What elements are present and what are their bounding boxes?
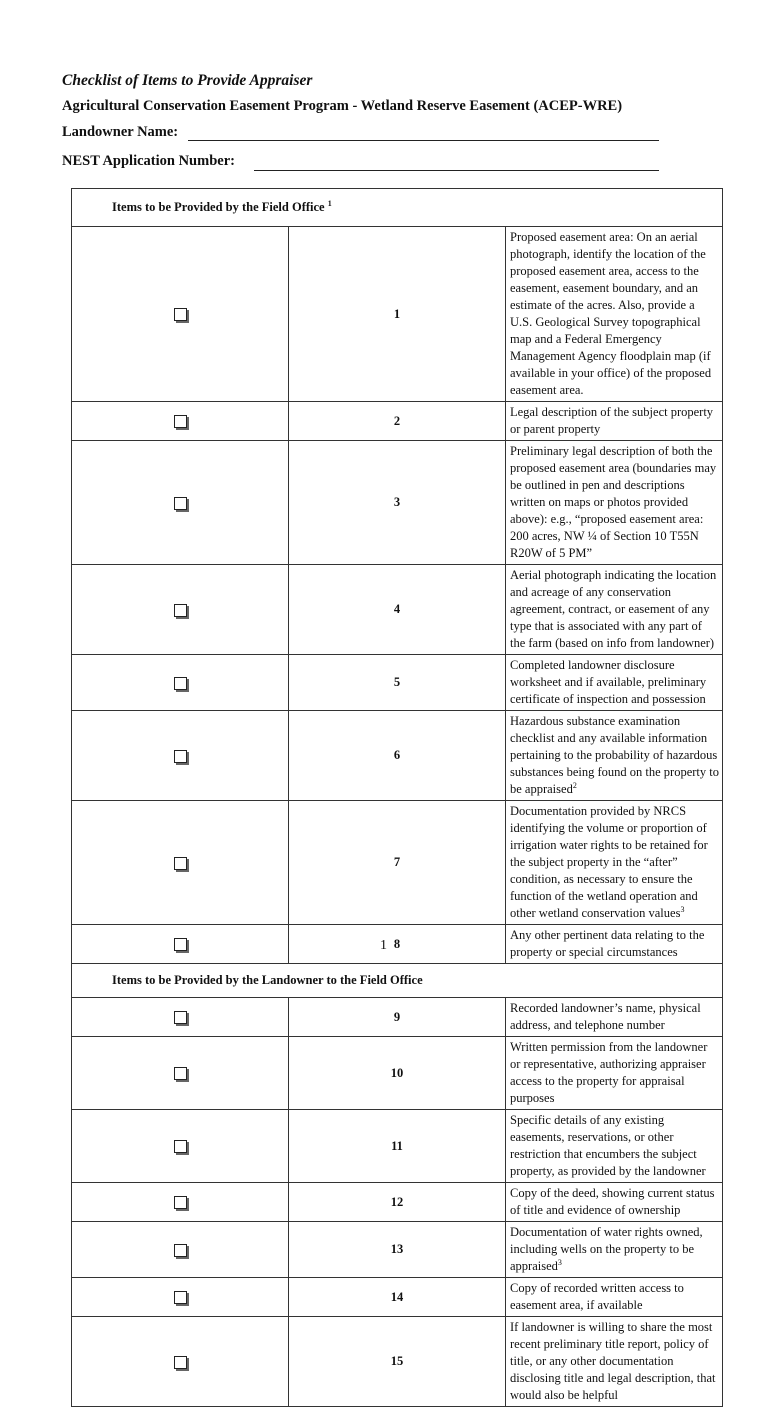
checkbox-cell [72, 711, 289, 801]
checkbox-cell [72, 1183, 289, 1222]
item-description-cell [506, 655, 723, 711]
item-description-cell [506, 711, 723, 801]
item-number: 4 [289, 565, 506, 655]
item-description: Recorded landowner’s name, physical address, and telephone number [510, 1001, 701, 1032]
item-number: 11 [289, 1110, 506, 1183]
item-description-cell [506, 402, 723, 441]
section-header [72, 189, 723, 227]
checkbox[interactable] [174, 750, 187, 763]
checkbox-cell [72, 1317, 289, 1407]
item-number: 7 [289, 801, 506, 925]
item-description: If landowner is willing to share the most recent preliminary title report, policy of title, or any other documentation disclosing title and legal description, that would also be helpful [510, 1320, 716, 1402]
item-number: 3 [289, 441, 506, 565]
page-subtitle: Agricultural Conservation Easement Program - Wetland Reserve Easement (ACEP-WRE) [62, 98, 623, 114]
checklist-row [72, 711, 723, 801]
item-description: Documentation of water rights owned, including wells on the property to be appraised [510, 1225, 703, 1273]
item-description: Preliminary legal description of both the proposed easement area (boundaries may be outlined in pen and descriptions written on maps or photos provided above): e.g., “proposed easement area: 200 acres, NW ¼ of Section 10 T55N R20W of 5 PM” [510, 444, 717, 560]
item-description-cell [506, 1222, 723, 1278]
checkbox-cell [72, 1222, 289, 1278]
item-number: 15 [289, 1317, 506, 1407]
item-description-cell [506, 998, 723, 1037]
section-header-text: Items to be Provided by the Field Office [112, 200, 325, 214]
page-title: Checklist of Items to Provide Appraiser [62, 72, 313, 89]
landowner-name-field[interactable] [188, 140, 659, 141]
item-description-cell [506, 1317, 723, 1407]
item-description-cell [506, 1278, 723, 1317]
checklist-row [72, 1317, 723, 1407]
footnote-marker: 1 [327, 198, 332, 208]
checklist-row [72, 1037, 723, 1110]
item-description: Written permission from the landowner or representative, authorizing appraiser access to the property for appraisal purposes [510, 1040, 708, 1105]
item-number: 6 [289, 711, 506, 801]
item-description: Aerial photograph indicating the location and acreage of any conservation agreement, contract, or easement of any type that is associated with any part of the farm (based on info from landowner) [510, 568, 717, 650]
item-description: Copy of the deed, showing current status of title and evidence of ownership [510, 1186, 715, 1217]
checkbox[interactable] [174, 938, 187, 951]
item-description-cell [506, 925, 723, 964]
item-number: 14 [289, 1278, 506, 1317]
checklist-row [72, 565, 723, 655]
item-description-cell [506, 227, 723, 402]
item-description: Completed landowner disclosure worksheet and if available, preliminary certificate of inspection and possession [510, 658, 707, 706]
checklist-row [72, 402, 723, 441]
checkbox[interactable] [174, 497, 187, 510]
checkbox[interactable] [174, 1140, 187, 1153]
checkbox-cell [72, 565, 289, 655]
item-number: 2 [289, 402, 506, 441]
checklist-row [72, 998, 723, 1037]
field-office-section-header [72, 189, 723, 227]
checkbox-cell [72, 1110, 289, 1183]
item-number: 1 [289, 227, 506, 402]
checkbox-cell [72, 1037, 289, 1110]
item-description-cell [506, 1110, 723, 1183]
checklist-row [72, 655, 723, 711]
checklist-row [72, 801, 723, 925]
item-number: 13 [289, 1222, 506, 1278]
checkbox[interactable] [174, 1011, 187, 1024]
checkbox[interactable] [174, 1356, 187, 1369]
item-description-cell [506, 1037, 723, 1110]
checklist-row [72, 1278, 723, 1317]
item-description: Specific details of any existing easements, reservations, or other restriction that encumbers the subject property, as provided by the landowner [510, 1113, 706, 1178]
checklist-row [72, 1222, 723, 1278]
item-description-cell [506, 801, 723, 925]
checkbox-cell [72, 1278, 289, 1317]
item-number: 8 [289, 925, 506, 964]
checkbox[interactable] [174, 1244, 187, 1257]
section-header-text: Items to be Provided by the Landowner to the Field Office [112, 973, 423, 987]
item-description: Hazardous substance examination checklist and any available information pertaining to the probability of hazardous substances being found on the property to be appraised [510, 714, 719, 796]
page-number: 1 [380, 938, 387, 953]
item-number: 5 [289, 655, 506, 711]
footnote-marker: 3 [680, 904, 685, 914]
checklist-row [72, 227, 723, 402]
item-number: 12 [289, 1183, 506, 1222]
checkbox-cell [72, 402, 289, 441]
checkbox[interactable] [174, 308, 187, 321]
checkbox-cell [72, 925, 289, 964]
checkbox-cell [72, 441, 289, 565]
checklist-row [72, 441, 723, 565]
checkbox-cell [72, 998, 289, 1037]
footnote-marker: 3 [557, 1257, 562, 1267]
item-number: 9 [289, 998, 506, 1037]
item-description: Proposed easement area: On an aerial photograph, identify the location of the proposed easement area, access to the easement, easement boundary, and an estimate of the acres. Also, provide a U.S. Geological Survey topographical map and a Federal Emergency Management Agency floodplain map (if available in your office) of the proposed easement area. [510, 230, 712, 397]
item-description: Any other pertinent data relating to the property or special circumstances [510, 928, 705, 959]
nest-application-label: NEST Application Number: [62, 153, 235, 169]
footnote-marker: 2 [572, 780, 577, 790]
section-header [72, 964, 723, 998]
landowner-name-label: Landowner Name: [62, 124, 179, 140]
item-description: Documentation provided by NRCS identifying the volume or proportion of irrigation water rights to be retained for the subject property in the “after” condition, as necessary to ensure the function of the wetland operation and other wetland conservation values [510, 804, 708, 920]
item-description-cell [506, 441, 723, 565]
nest-application-field[interactable] [254, 170, 659, 171]
checkbox-cell [72, 801, 289, 925]
checkbox[interactable] [174, 1067, 187, 1080]
item-description-cell [506, 565, 723, 655]
checkbox-cell [72, 655, 289, 711]
checkbox[interactable] [174, 415, 187, 428]
checklist-row [72, 1110, 723, 1183]
item-description-cell [506, 1183, 723, 1222]
checklist-row [72, 1183, 723, 1222]
landowner-section-header [72, 964, 723, 998]
checkbox[interactable] [174, 1291, 187, 1304]
item-description: Legal description of the subject property or parent property [510, 405, 714, 436]
checkbox-cell [72, 227, 289, 402]
item-number: 10 [289, 1037, 506, 1110]
checkbox[interactable] [174, 604, 187, 617]
checkbox[interactable] [174, 1196, 187, 1209]
checkbox[interactable] [174, 857, 187, 870]
checklist-row [72, 925, 723, 964]
item-description: Copy of recorded written access to easement area, if available [510, 1281, 684, 1312]
checklist-table [71, 188, 723, 1407]
checkbox[interactable] [174, 677, 187, 690]
